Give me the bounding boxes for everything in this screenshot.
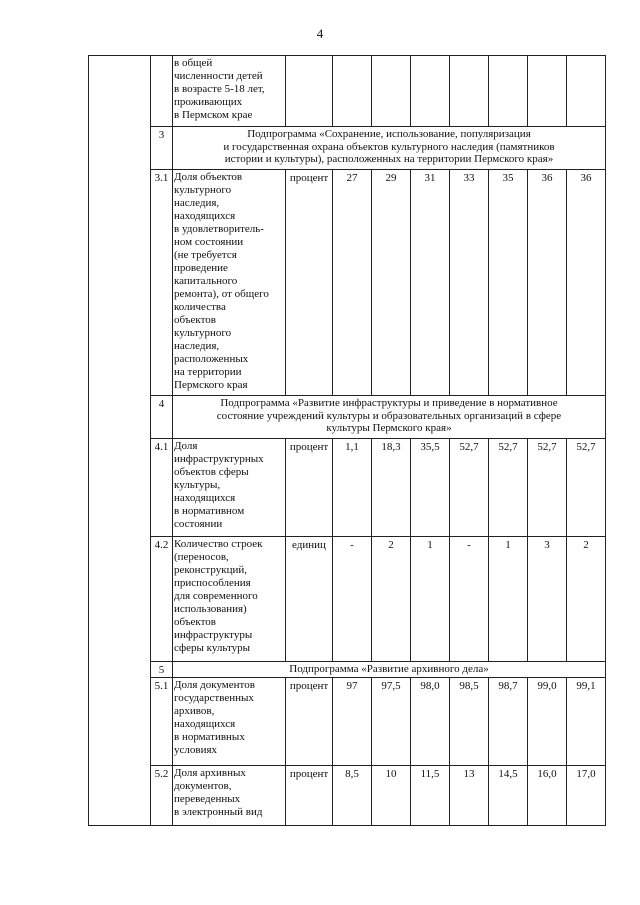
text-line: проживающих	[174, 96, 243, 108]
value-cell: 98,7	[489, 678, 528, 766]
value-cell: -	[333, 537, 372, 662]
value-cell: 1	[411, 537, 450, 662]
row-number	[151, 56, 173, 127]
text-line: Подпрограмма «Сохранение, использование, популяризация	[247, 128, 531, 140]
text-line: в Пермском крае	[174, 109, 253, 121]
value-cell: 1	[489, 537, 528, 662]
value-cell: 14,5	[489, 766, 528, 826]
text-line: и государственная охрана объектов культурного наследия (памятников	[223, 140, 555, 153]
value-cell: 52,7	[567, 439, 606, 537]
value-cell: 2	[567, 537, 606, 662]
unit-cell: процент	[286, 439, 333, 537]
text-line: объектов	[174, 314, 216, 326]
section-number: 5	[151, 662, 173, 678]
section-title	[173, 127, 606, 170]
value-cell	[489, 56, 528, 127]
section-title-lines	[177, 663, 601, 676]
value-cell: 98,5	[450, 678, 489, 766]
value-cell: 29	[372, 170, 411, 396]
text-line: культурного	[174, 184, 232, 196]
text-line: Подпрограмма «Развитие архивного дела»	[289, 663, 489, 675]
value-cell	[372, 56, 411, 127]
text-line: Пермского края	[174, 379, 248, 391]
text-line: реконструкций,	[174, 564, 247, 576]
indicator-name	[173, 537, 286, 662]
section-number: 3	[151, 127, 173, 170]
indicator-name-lines	[174, 679, 284, 757]
section-row	[89, 127, 606, 170]
text-line: в удовлетворитель-	[174, 223, 264, 235]
text-line: находящихся	[174, 718, 236, 730]
unit-cell: процент	[286, 766, 333, 826]
text-line: объектов	[174, 616, 216, 628]
text-line: приспособления	[174, 577, 251, 589]
value-cell: 35,5	[411, 439, 450, 537]
section-title-lines	[177, 128, 601, 166]
text-line: (не требуется	[174, 249, 237, 261]
value-cell: 31	[411, 170, 450, 396]
value-cell: 99,0	[528, 678, 567, 766]
value-cell: 52,7	[450, 439, 489, 537]
text-line: Подпрограмма «Развитие инфраструктуры и приведение в нормативное	[220, 397, 558, 409]
value-cell: 97,5	[372, 678, 411, 766]
value-cell: 27	[333, 170, 372, 396]
text-line: в электронный вид	[174, 806, 263, 818]
indicators-table	[88, 55, 606, 826]
value-cell: 13	[450, 766, 489, 826]
text-line: в общей	[174, 57, 213, 69]
value-cell: 1,1	[333, 439, 372, 537]
unit-cell	[286, 56, 333, 127]
text-line: капитального	[174, 275, 238, 287]
text-line: государственных	[174, 692, 254, 704]
text-line: переведенных	[174, 793, 241, 805]
value-cell: -	[450, 537, 489, 662]
value-cell: 17,0	[567, 766, 606, 826]
text-line: сферы культуры	[174, 642, 251, 654]
section-title-lines	[177, 397, 601, 435]
value-cell	[567, 56, 606, 127]
text-line: наследия,	[174, 340, 220, 352]
section-row	[89, 396, 606, 439]
row-number: 4.1	[151, 439, 173, 537]
value-cell: 36	[528, 170, 567, 396]
table-row	[89, 439, 606, 537]
text-line: истории и культуры), расположенных на территории Пермского края»	[224, 153, 554, 165]
text-line: находящихся	[174, 492, 236, 504]
text-line: Доля архивных	[174, 767, 246, 779]
value-cell	[411, 56, 450, 127]
unit-cell: единиц	[286, 537, 333, 662]
indicator-name-lines	[174, 440, 284, 531]
row-number: 4.2	[151, 537, 173, 662]
text-line: расположенных	[174, 353, 249, 365]
table-row	[89, 537, 606, 662]
text-line: Количество строек	[174, 538, 263, 550]
value-cell: 8,5	[333, 766, 372, 826]
value-cell: 3	[528, 537, 567, 662]
indicator-name	[173, 170, 286, 396]
value-cell	[450, 56, 489, 127]
section-row	[89, 662, 606, 678]
text-line: документов,	[174, 780, 232, 792]
table-row	[89, 678, 606, 766]
text-line: Доля	[174, 440, 198, 452]
text-line: в нормативном	[174, 505, 245, 517]
text-line: культуры Пермского края»	[326, 422, 452, 434]
text-line: объектов сферы	[174, 466, 249, 478]
text-line: использования)	[174, 603, 247, 615]
text-line: условиях	[174, 744, 218, 756]
text-line: в нормативных	[174, 731, 245, 743]
text-line: Доля документов	[174, 679, 255, 691]
value-cell: 98,0	[411, 678, 450, 766]
value-cell: 36	[567, 170, 606, 396]
value-cell: 35	[489, 170, 528, 396]
indicator-name-lines	[174, 767, 284, 819]
text-line: находящихся	[174, 210, 236, 222]
value-cell: 10	[372, 766, 411, 826]
value-cell: 11,5	[411, 766, 450, 826]
table-row	[89, 766, 606, 826]
indicator-name	[173, 439, 286, 537]
section-number: 4	[151, 396, 173, 439]
unit-cell: процент	[286, 678, 333, 766]
text-line: архивов,	[174, 705, 215, 717]
value-cell: 99,1	[567, 678, 606, 766]
value-cell: 97	[333, 678, 372, 766]
indicator-name-lines	[174, 538, 284, 655]
text-line: ремонта), от общего	[174, 288, 269, 300]
value-cell	[528, 56, 567, 127]
value-cell: 18,3	[372, 439, 411, 537]
text-line: ном состоянии	[174, 236, 244, 248]
unit-cell: процент	[286, 170, 333, 396]
indicator-name-lines	[174, 171, 284, 392]
text-line: в возрасте 5-18 лет,	[174, 83, 265, 95]
merged-blank-cell	[89, 56, 151, 826]
indicator-name-lines	[174, 57, 284, 122]
section-title	[173, 396, 606, 439]
page-number: 4	[316, 26, 324, 41]
indicator-name	[173, 56, 286, 127]
value-cell: 2	[372, 537, 411, 662]
indicator-name	[173, 766, 286, 826]
text-line: проведение	[174, 262, 228, 274]
value-cell: 52,7	[528, 439, 567, 537]
table-row	[89, 170, 606, 396]
text-line: Доля объектов	[174, 171, 243, 183]
text-line: состояние учреждений культуры и образовательных организаций в сфере	[216, 409, 562, 422]
text-line: культуры,	[174, 479, 221, 491]
value-cell: 52,7	[489, 439, 528, 537]
text-line: на территории	[174, 366, 242, 378]
value-cell: 33	[450, 170, 489, 396]
row-number: 5.2	[151, 766, 173, 826]
text-line: состоянии	[174, 518, 223, 530]
text-line: численности детей	[174, 70, 263, 82]
table-row	[89, 56, 606, 127]
row-number: 5.1	[151, 678, 173, 766]
value-cell: 16,0	[528, 766, 567, 826]
section-title	[173, 662, 606, 678]
text-line: количества	[174, 301, 226, 313]
indicator-name	[173, 678, 286, 766]
text-line: культурного	[174, 327, 232, 339]
text-line: наследия,	[174, 197, 220, 209]
value-cell	[333, 56, 372, 127]
row-number: 3.1	[151, 170, 173, 396]
text-line: инфраструктуры	[174, 629, 253, 641]
text-line: инфраструктурных	[174, 453, 264, 465]
text-line: для современного	[174, 590, 258, 602]
text-line: (переносов,	[174, 551, 229, 563]
